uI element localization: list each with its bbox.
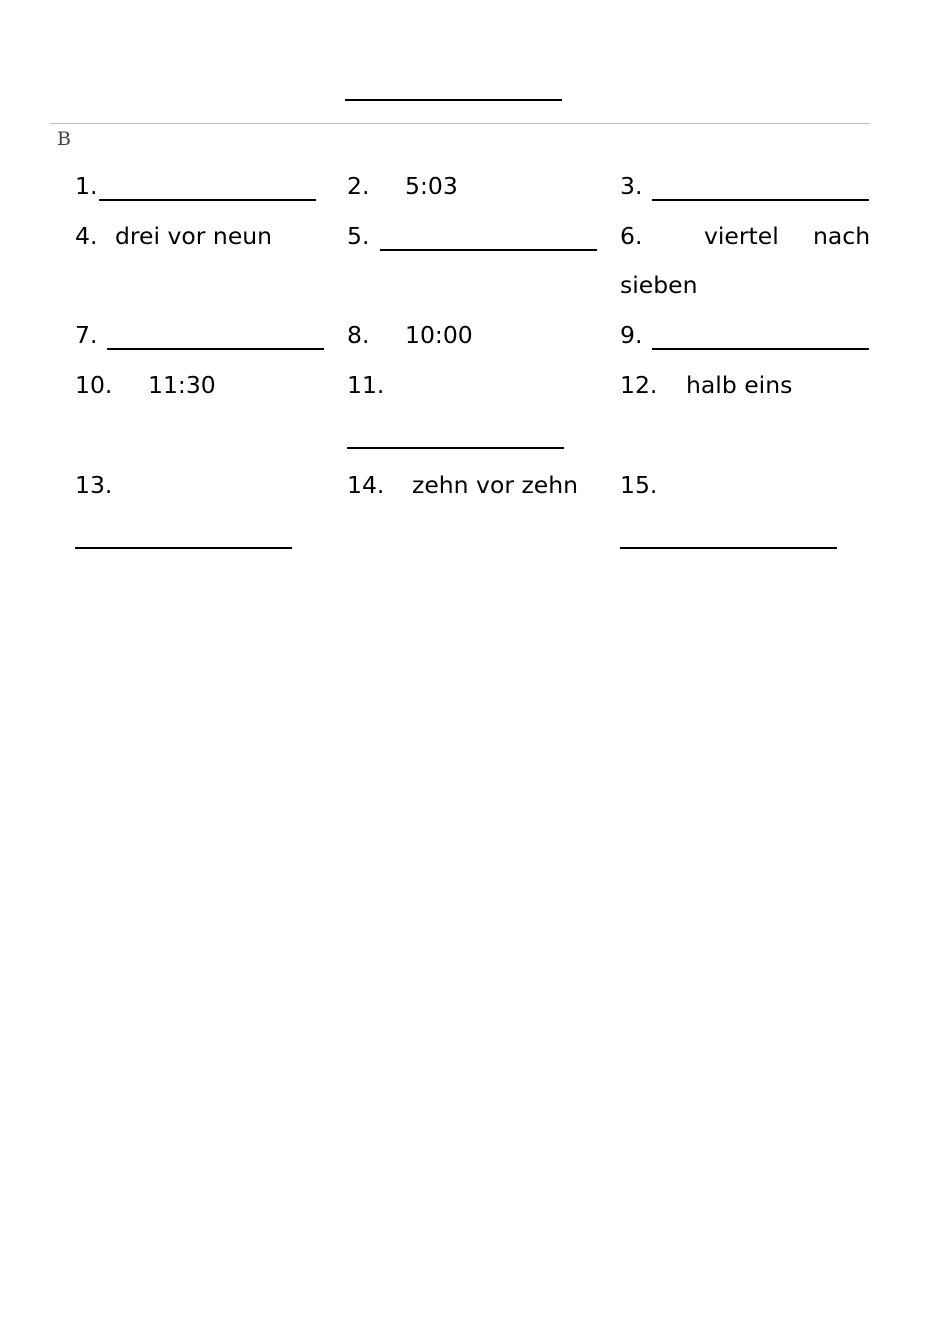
item-1-number: 1. (75, 172, 98, 200)
item-10-number: 10. (75, 371, 113, 399)
item-3-number: 3. (620, 172, 643, 200)
item-14-text: zehn vor zehn (412, 471, 579, 499)
item-6-text-line2: sieben (620, 271, 698, 299)
item-13-number: 13. (75, 471, 113, 499)
item-6-number: 6. (620, 222, 643, 250)
item-14-number: 14. (347, 471, 385, 499)
item-13-answer-blank (75, 547, 292, 549)
item-2-number: 2. (347, 172, 370, 200)
item-7-answer-blank (107, 348, 324, 350)
item-12-text: halb eins (686, 371, 793, 399)
item-1-answer-blank (99, 199, 316, 201)
section-label: B (57, 128, 71, 150)
item-11-answer-blank (347, 447, 564, 449)
item-6-text-word2: nach (813, 222, 871, 250)
item-15-answer-blank (620, 547, 837, 549)
item-12-number: 12. (620, 371, 658, 399)
item-6-text-word1: viertel (704, 222, 779, 250)
item-9-answer-blank (652, 348, 869, 350)
section-divider (50, 123, 870, 124)
item-5-number: 5. (347, 222, 370, 250)
item-4-text: drei vor neun (115, 222, 273, 250)
item-10-text: 11:30 (148, 371, 216, 399)
item-5-answer-blank (380, 249, 597, 251)
top-answer-blank (345, 99, 562, 101)
item-7-number: 7. (75, 321, 98, 349)
item-8-number: 8. (347, 321, 370, 349)
item-3-answer-blank (652, 199, 869, 201)
item-8-text: 10:00 (405, 321, 473, 349)
item-9-number: 9. (620, 321, 643, 349)
item-2-text: 5:03 (405, 172, 458, 200)
item-15-number: 15. (620, 471, 658, 499)
item-11-number: 11. (347, 371, 385, 399)
item-4-number: 4. (75, 222, 98, 250)
